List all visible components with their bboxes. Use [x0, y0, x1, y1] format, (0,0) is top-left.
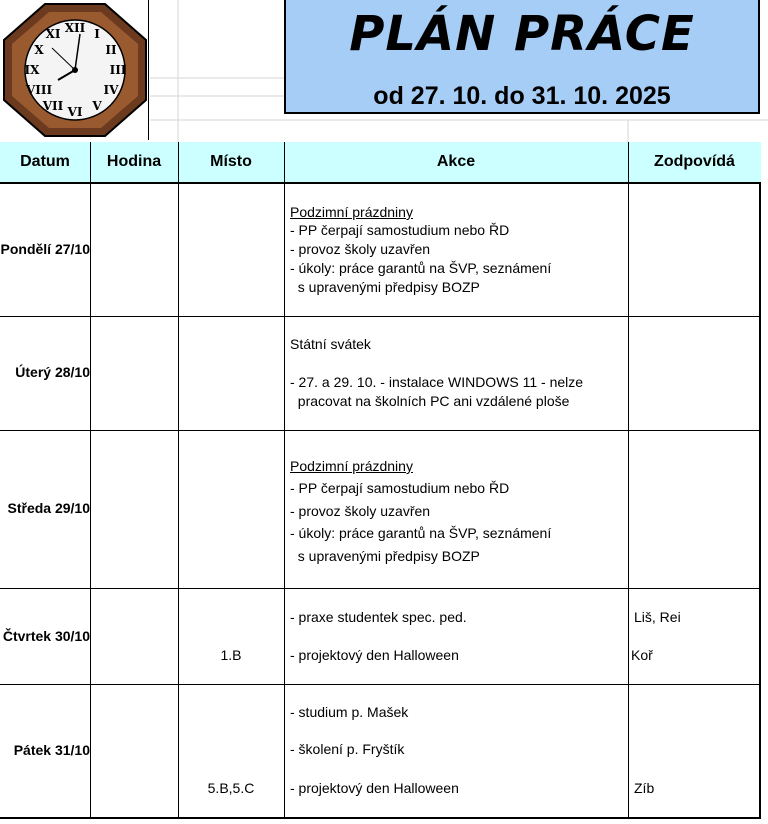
svg-text:I: I [94, 27, 100, 41]
page-title: PLÁN PRÁCE [349, 6, 695, 62]
akce-line: - projektový den Halloween [290, 647, 459, 663]
akce-line: Státní svátek [290, 336, 371, 352]
svg-text:V: V [92, 99, 102, 113]
svg-text:III: III [109, 63, 127, 77]
zodpovida-value: Zíb [634, 780, 655, 796]
akce-line: - PP čerpají samostudium nebo ŘD [290, 480, 510, 496]
akce-line: - PP čerpají samostudium nebo ŘD [290, 222, 510, 238]
column-divider [628, 142, 629, 819]
akce-line: - provoz školy uzavřen [290, 503, 431, 519]
akce-line: Podzimní prázdniny [290, 458, 413, 474]
akce-line: pracovat na školních PC ani vzdálené ploše [290, 393, 570, 409]
svg-text:VII: VII [42, 99, 64, 113]
day-label: Pátek 31/10 [13, 742, 90, 758]
row-divider [0, 684, 761, 685]
date-range: od 27. 10. do 31. 10. 2025 [373, 82, 671, 110]
header-datum: Datum [0, 142, 90, 184]
svg-text:XII: XII [64, 21, 86, 35]
column-divider [284, 142, 285, 819]
akce-line: Podzimní prázdniny [290, 204, 413, 220]
zodpovida-value: Liš, Rei [634, 609, 681, 625]
akce-line: - provoz školy uzavřen [290, 241, 431, 257]
header-misto: Místo [178, 142, 284, 184]
svg-text:VI: VI [67, 105, 83, 119]
akce-line: s upravenými předpisy BOZP [290, 548, 480, 564]
header-hodina: Hodina [90, 142, 178, 184]
day-label: Pondělí 27/10 [0, 241, 90, 257]
akce-line: s upravenými předpisy BOZP [290, 279, 480, 295]
zodpovida-value: Koř [631, 647, 653, 663]
svg-text:II: II [105, 43, 117, 57]
header-zodpovida: Zodpovídá [628, 142, 761, 184]
svg-text:XI: XI [45, 27, 61, 41]
day-label: Středa 29/10 [7, 500, 90, 516]
column-divider [90, 142, 91, 819]
misto-value: 1.B [220, 647, 242, 663]
misto-value: 5.B,5.C [207, 780, 255, 796]
svg-text:X: X [34, 43, 44, 57]
column-divider [178, 142, 179, 819]
title-box [284, 0, 760, 114]
akce-line: - projektový den Halloween [290, 780, 459, 796]
row-divider [0, 430, 761, 431]
akce-line: - školení p. Fryštík [290, 741, 405, 757]
wall-clock-icon [0, 0, 150, 140]
svg-text:IX: IX [24, 63, 40, 77]
row-divider [0, 588, 761, 589]
akce-line: - úkoly: práce garantů na ŠVP, seznámení [290, 260, 552, 276]
akce-line: - 27. a 29. 10. - instalace WINDOWS 11 - nelze [290, 374, 584, 390]
svg-text:IV: IV [103, 83, 119, 97]
row-divider [0, 316, 761, 317]
day-label: Čtvrtek 30/10 [2, 628, 90, 644]
akce-line: - praxe studentek spec. ped. [290, 609, 467, 625]
header-akce: Akce [284, 142, 628, 184]
akce-line: - úkoly: práce garantů na ŠVP, seznámení [290, 525, 552, 541]
akce-line: - studium p. Mašek [290, 704, 409, 720]
svg-text:VIII: VIII [25, 83, 53, 97]
day-label: Úterý 28/10 [15, 364, 90, 380]
